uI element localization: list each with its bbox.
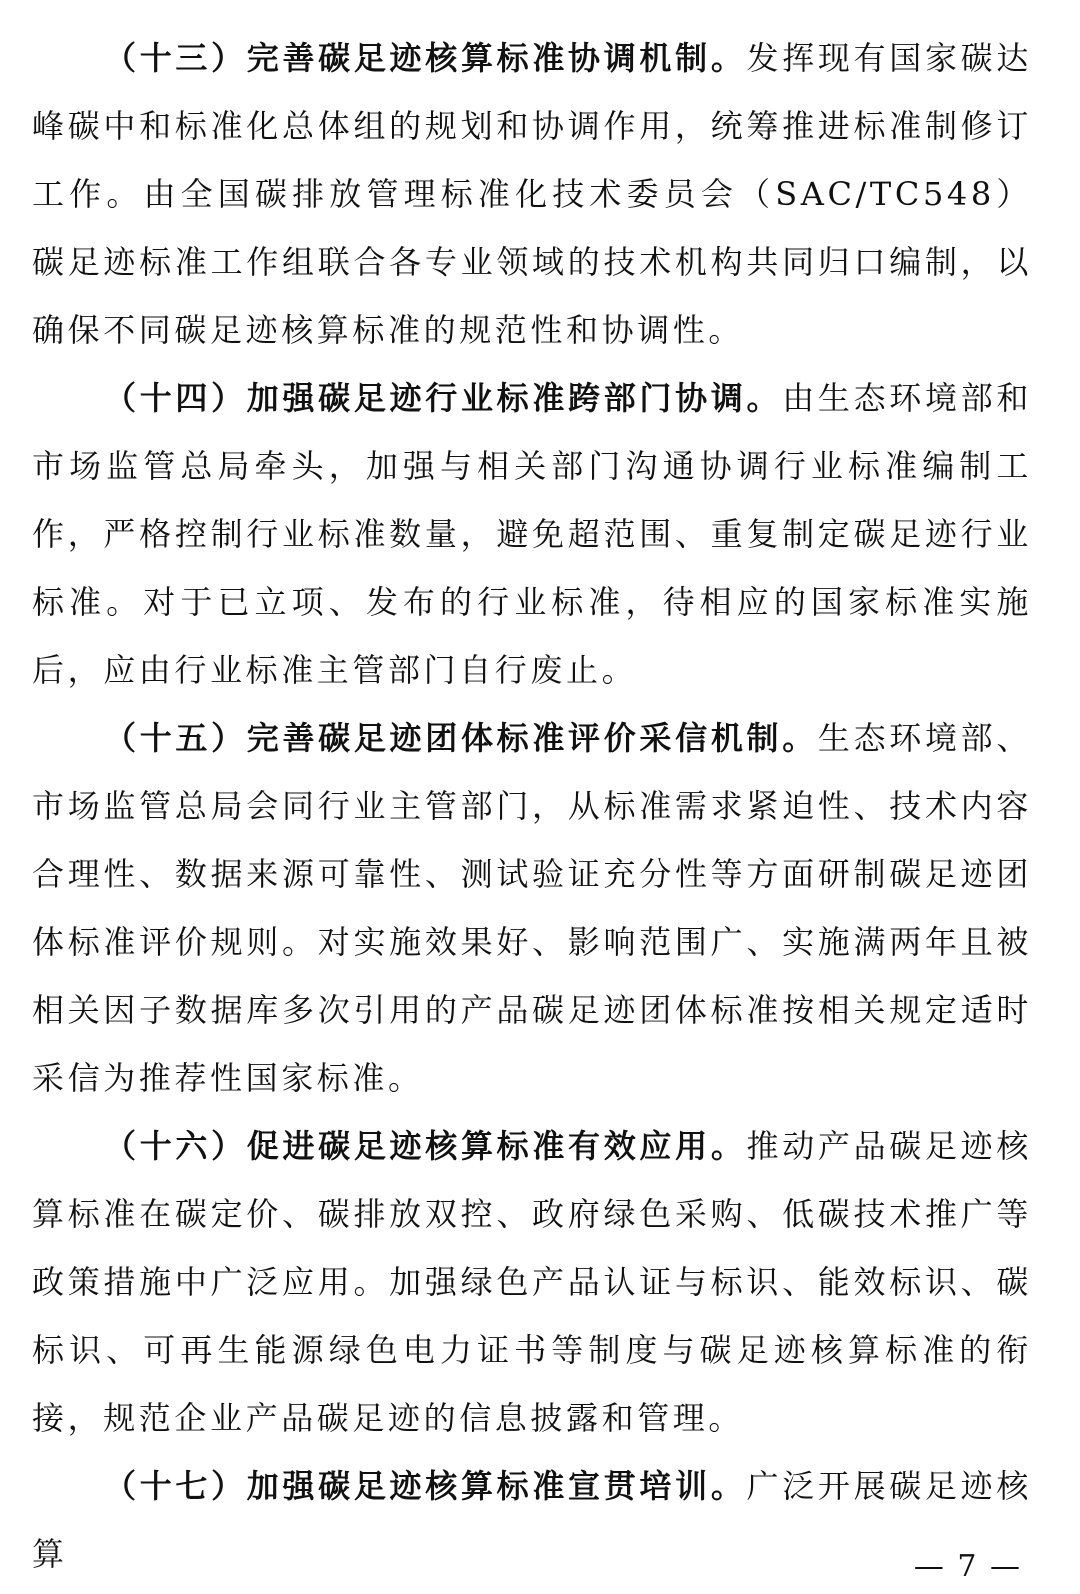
paragraph-text: 发挥现有国家碳达峰碳中和标准化总体组的规划和协调作用，统筹推进标准制修订工作。由全国碳排放管理标准化技术委员会（SAC/TC548）碳足迹标准工作组联合各专业领域的技术机构共同归口编制，以确保不同碳足迹核算标准的规范性和协调性。 [32,39,1032,349]
paragraph-15 [32,704,1032,1112]
paragraph-heading: （十六）促进碳足迹核算标准有效应用。 [104,1127,747,1165]
paragraph-text: 推动产品碳足迹核算标准在碳定价、碳排放双控、政府绿色采购、低碳技术推广等政策措施中广泛应用。加强绿色产品认证与标识、能效标识、碳标识、可再生能源绿色电力证书等制度与碳足迹核算标准的衔接，规范企业产品碳足迹的信息披露和管理。 [32,1127,1032,1437]
paragraph-heading: （十七）加强碳足迹核算标准宣贯培训。 [104,1467,747,1505]
paragraph-14 [32,364,1032,704]
page-number: — 7 — [913,1549,1022,1584]
paragraph-text: 广泛开展碳足迹核算 [32,1467,1032,1573]
paragraph-17 [32,1452,1032,1588]
paragraph-13 [32,24,1032,364]
paragraph-heading: （十四）加强碳足迹行业标准跨部门协调。 [104,379,783,417]
paragraph-heading: （十三）完善碳足迹核算标准协调机制。 [104,39,747,77]
paragraph-text: 生态环境部、市场监管总局会同行业主管部门，从标准需求紧迫性、技术内容合理性、数据来源可靠性、测试验证充分性等方面研制碳足迹团体标准评价规则。对实施效果好、影响范围广、实施满两年且被相关因子数据库多次引用的产品碳足迹团体标准按相关规定适时采信为推荐性国家标准。 [32,719,1032,1097]
document-body [32,24,1032,1588]
paragraph-heading: （十五）完善碳足迹团体标准评价采信机制。 [104,719,818,757]
paragraph-text: 由生态环境部和市场监管总局牵头，加强与相关部门沟通协调行业标准编制工作，严格控制行业标准数量，避免超范围、重复制定碳足迹行业标准。对于已立项、发布的行业标准，待相应的国家标准实施后，应由行业标准主管部门自行废止。 [32,379,1032,689]
paragraph-16 [32,1112,1032,1452]
